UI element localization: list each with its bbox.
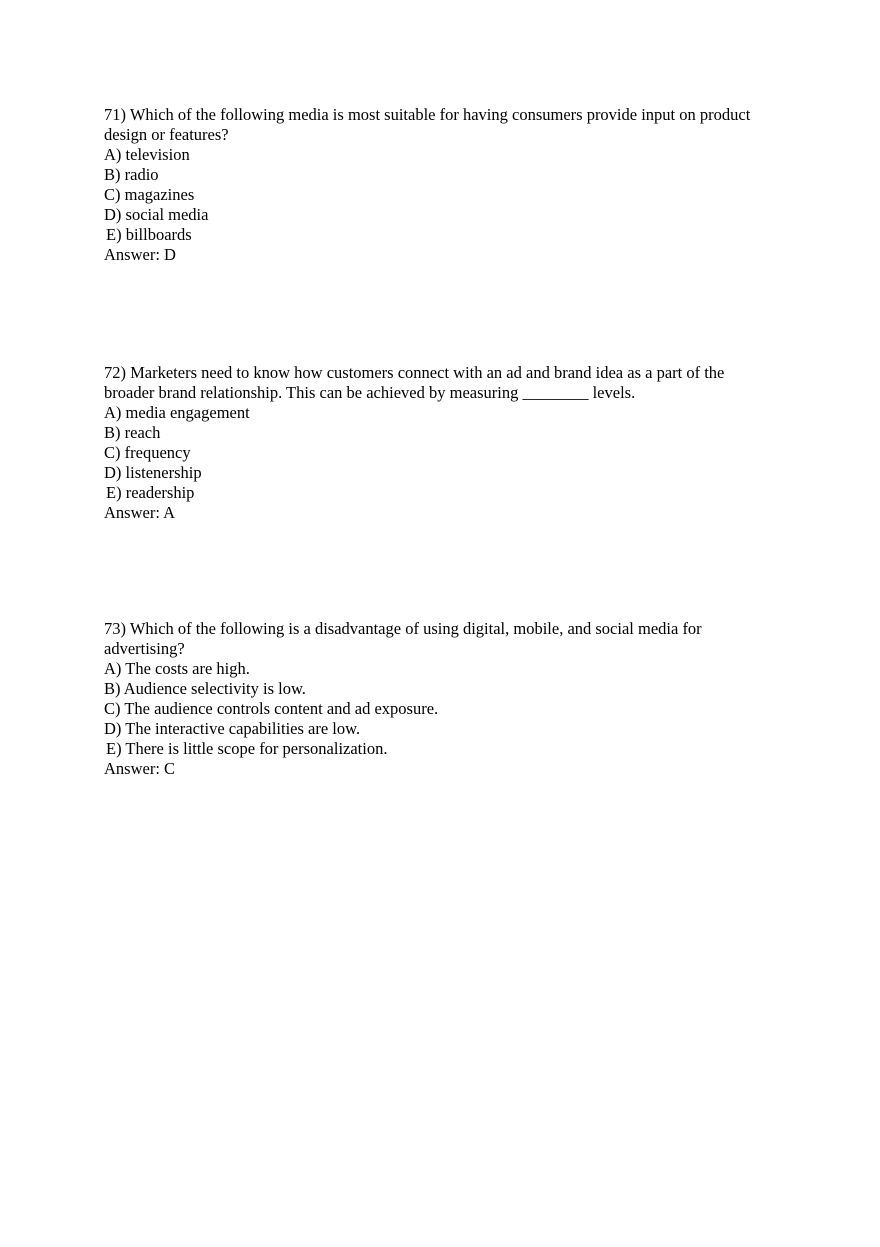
option-b: B) reach xyxy=(104,423,161,442)
question-stem: 72) Marketers need to know how customers connect with an ad and brand idea as a part of the broader brand relationship. This can be achieved by measuring ________ levels. xyxy=(104,363,725,402)
question-stem: 71) Which of the following media is most suitable for having consumers provide input on product design or features? xyxy=(104,105,751,144)
option-b: B) radio xyxy=(104,165,159,184)
option-a: A) television xyxy=(104,145,190,164)
option-b: B) Audience selectivity is low. xyxy=(104,679,306,698)
question-73 xyxy=(104,619,774,779)
option-e: E) billboards xyxy=(106,225,192,244)
question-72 xyxy=(104,363,774,523)
option-d: D) social media xyxy=(104,205,209,224)
option-d: D) listenership xyxy=(104,463,202,482)
answer: Answer: A xyxy=(104,503,176,522)
option-c: C) magazines xyxy=(104,185,195,204)
option-c: C) frequency xyxy=(104,443,191,462)
option-e: E) readership xyxy=(106,483,195,502)
option-a: A) media engagement xyxy=(104,403,250,422)
answer: Answer: C xyxy=(104,759,176,778)
answer: Answer: D xyxy=(104,245,176,264)
option-a: A) The costs are high. xyxy=(104,659,250,678)
option-e: E) There is little scope for personalization. xyxy=(106,739,388,758)
option-d: D) The interactive capabilities are low. xyxy=(104,719,361,738)
option-c: C) The audience controls content and ad exposure. xyxy=(104,699,439,718)
question-stem: 73) Which of the following is a disadvantage of using digital, mobile, and social media for advertising? xyxy=(104,619,702,658)
question-71 xyxy=(104,105,774,265)
